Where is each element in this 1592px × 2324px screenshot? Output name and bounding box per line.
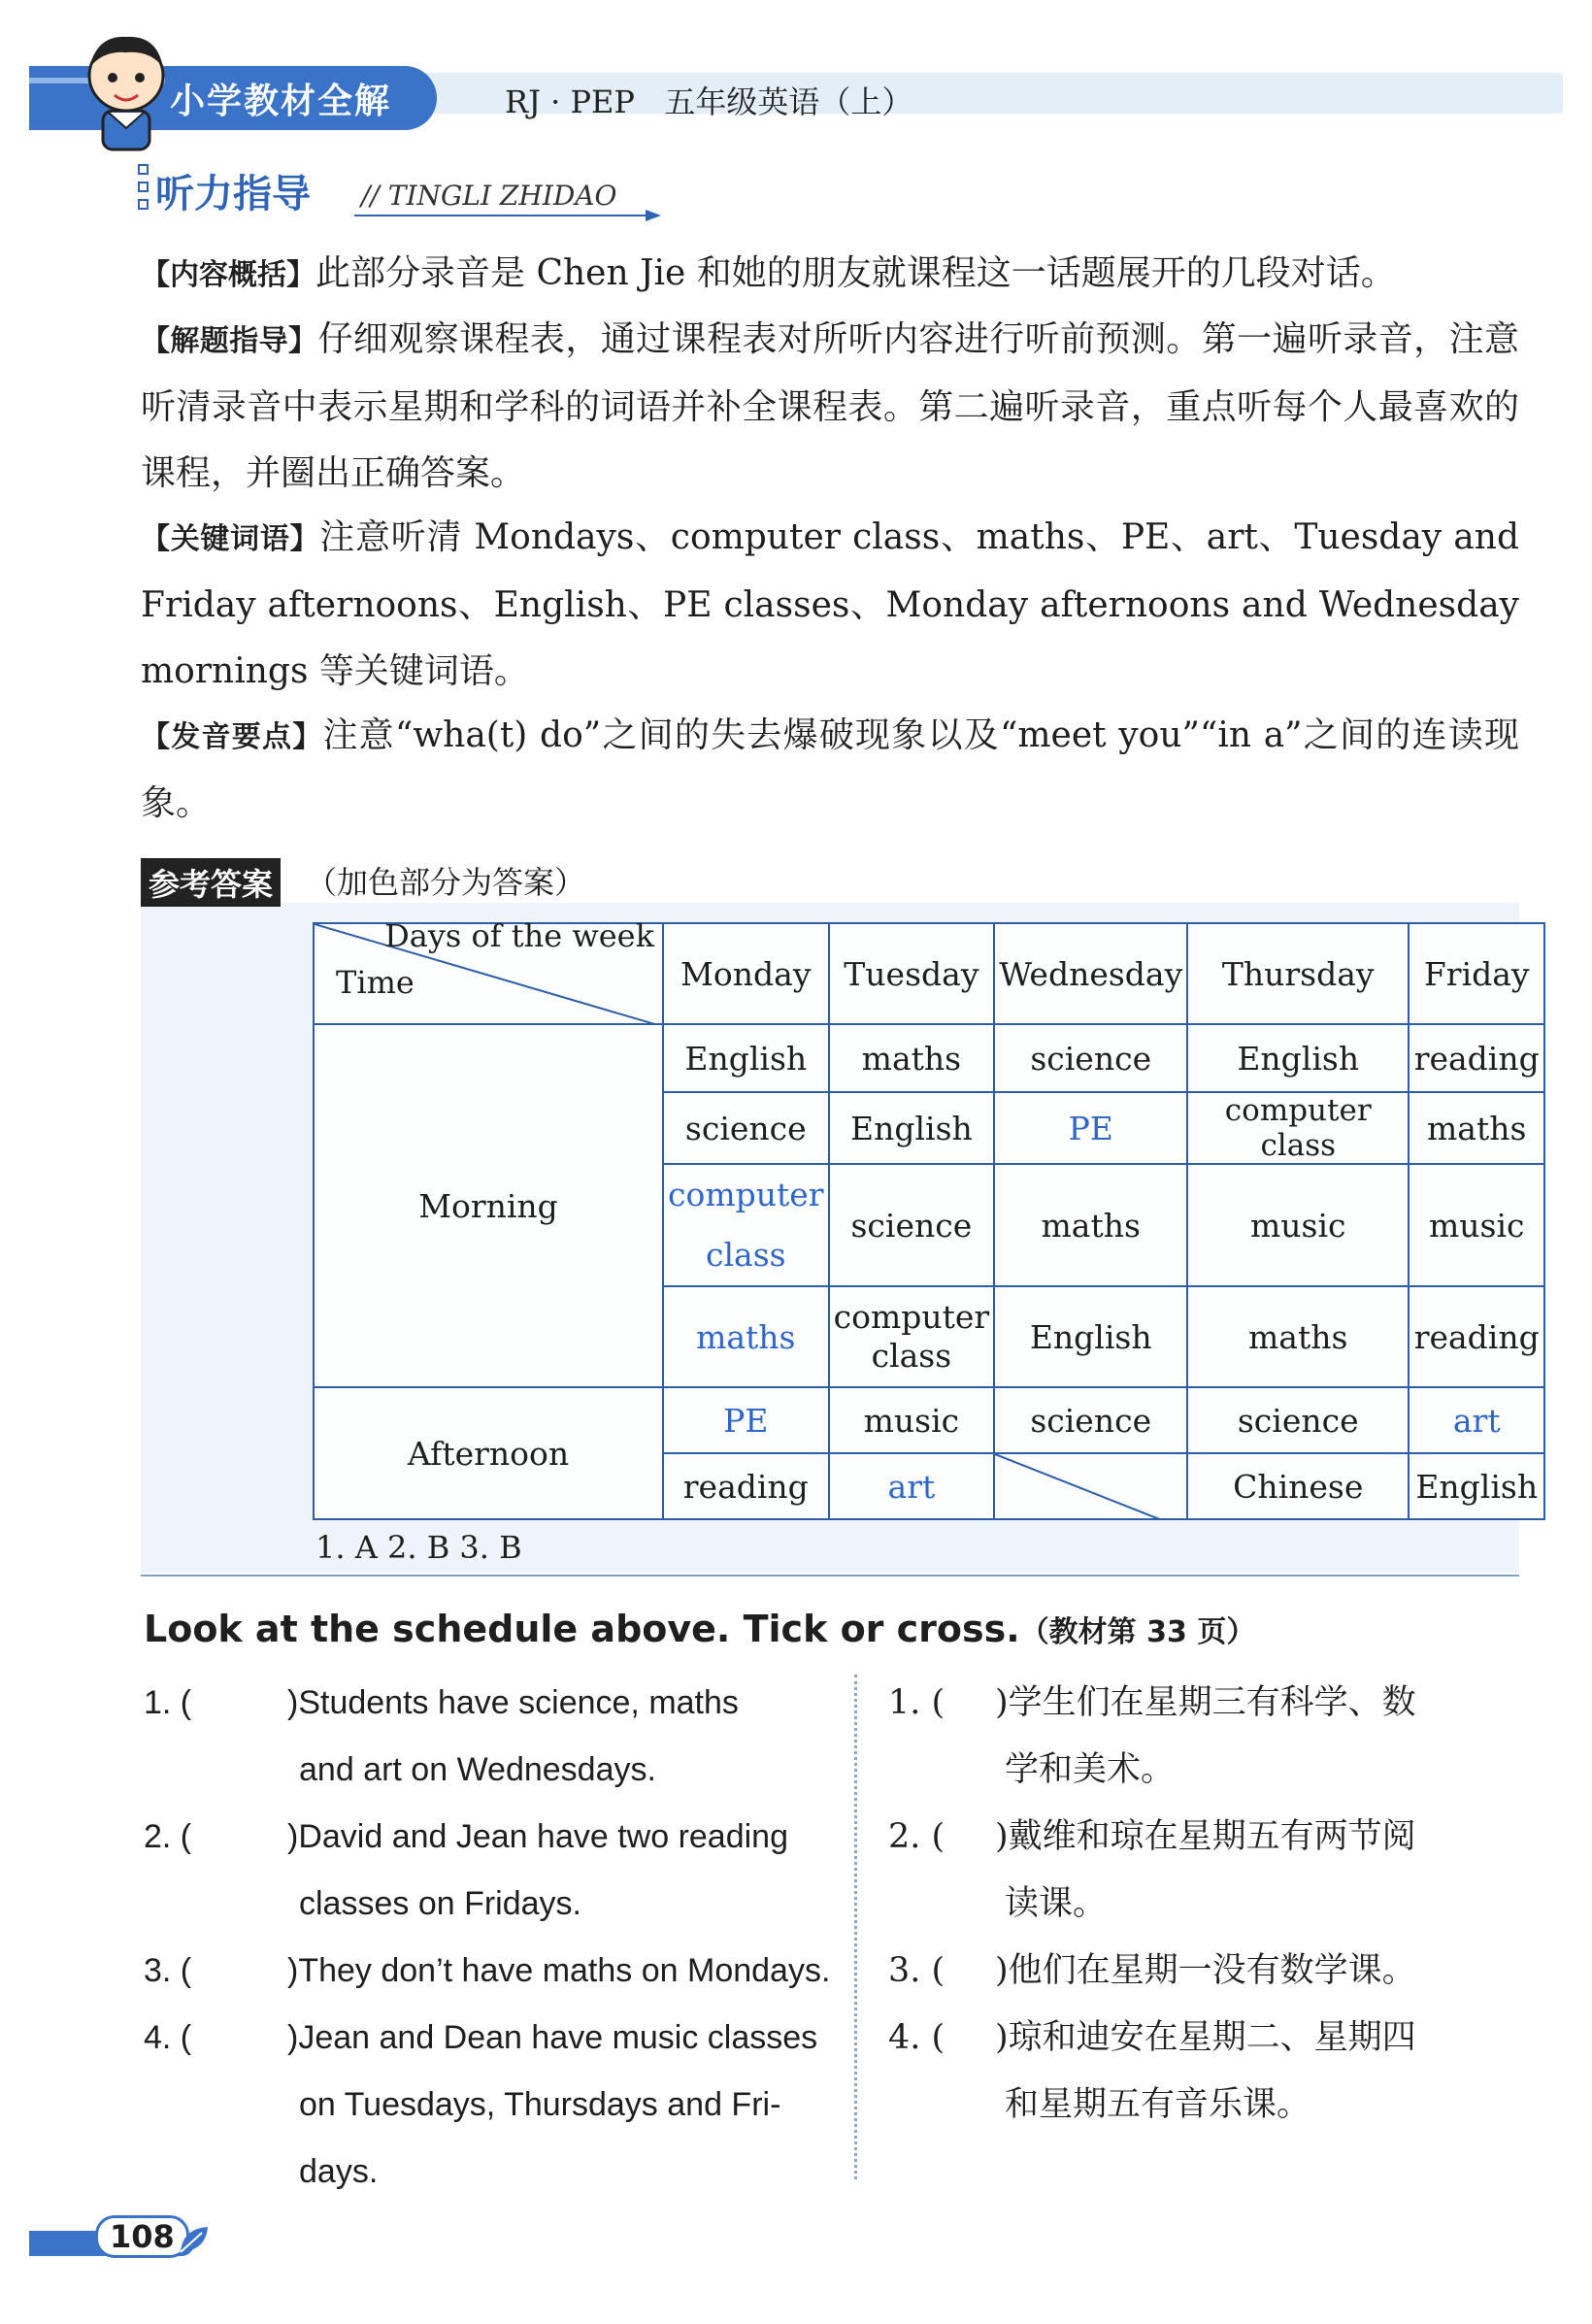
- table-cell-answer: maths: [663, 1286, 829, 1387]
- table-cell-answer: computer class: [663, 1164, 829, 1286]
- paragraph-pronunciation: [141, 703, 1519, 837]
- item-line: on Tuesdays, Thursdays and Fri-: [299, 2086, 781, 2123]
- column-divider: [854, 1675, 857, 2179]
- empty-cell: [994, 1453, 1187, 1519]
- day-header: Wednesday: [994, 923, 1187, 1024]
- table-cell: maths: [1187, 1286, 1409, 1387]
- item-line: )琼和迪安在星期二、星期四: [995, 2018, 1416, 2057]
- table-cell-answer: art: [829, 1453, 995, 1519]
- section-marker-icon: [138, 163, 149, 214]
- table-cell: science: [663, 1092, 829, 1164]
- exercise-item: [888, 2005, 1529, 2139]
- item-line: 学和美术。: [1005, 1750, 1176, 1789]
- table-cell: Chinese: [1187, 1453, 1409, 1519]
- label-keywords: 【关键词语】: [141, 522, 320, 556]
- section-title: 听力指导: [155, 172, 311, 216]
- item-line: )他们在星期一没有数学课。: [995, 1951, 1416, 1990]
- arrow-icon: [354, 206, 665, 225]
- exercise-item: [144, 1938, 843, 2005]
- table-cell: English: [994, 1286, 1187, 1387]
- answer-label: 参考答案: [141, 858, 281, 907]
- item-line: and art on Wednesdays.: [299, 1751, 656, 1788]
- table-cell: English: [829, 1092, 995, 1164]
- item-number[interactable]: 2. (: [144, 1818, 192, 1855]
- corner-top: Days of the week: [384, 917, 654, 954]
- schedule-table: [313, 917, 1545, 1520]
- text-guide: 仔细观察课程表，通过课程表对所听内容进行听前预测。第一遍听录音，注意听清录音中表示星期和学科的词语并补全课程表。第二遍听录音，重点听每个人最喜欢的课程，并圈出正确答案。: [141, 319, 1519, 493]
- exercise-item: [888, 1670, 1529, 1804]
- afternoon-label: Afternoon: [314, 1387, 663, 1519]
- edition: RJ · PEP: [505, 83, 635, 120]
- item-number[interactable]: 2. (: [888, 1817, 945, 1856]
- empty-cell-diagonal: [995, 1454, 1162, 1520]
- table-cell-answer: PE: [994, 1092, 1187, 1164]
- exercise-chinese: [888, 1670, 1529, 2139]
- table-cell: music: [829, 1387, 995, 1453]
- day-header: Monday: [663, 923, 829, 1024]
- item-line: )David and Jean have two reading: [287, 1818, 788, 1855]
- corner-cell: [314, 917, 663, 1024]
- exercise-english: [144, 1670, 843, 2206]
- item-line: 读课。: [1005, 1884, 1108, 1923]
- table-cell: computer class: [829, 1286, 995, 1387]
- answer-note: （加色部分为答案）: [306, 864, 586, 901]
- item-number[interactable]: 1. (: [888, 1683, 945, 1722]
- text-keywords: 注意听清 Mondays、computer class、maths、PE、art、Tuesday and Friday afternoons、English、PE classes、Monday afternoons and Wednesday mornings 等关键词语。: [141, 517, 1519, 691]
- label-summary: 【内容概括】: [141, 258, 315, 292]
- morning-label: Morning: [314, 1024, 663, 1387]
- table-cell-answer: PE: [663, 1387, 829, 1453]
- item-line: classes on Fridays.: [299, 1885, 581, 1922]
- table-cell: English: [663, 1024, 829, 1092]
- item-line: )学生们在星期三有科学、数: [995, 1683, 1416, 1722]
- item-line: 和星期五有音乐课。: [1005, 2085, 1311, 2124]
- book-edition: [505, 78, 912, 122]
- section-pinyin: // TINGLI ZHIDAO: [361, 180, 617, 212]
- exercise-item: [888, 1804, 1529, 1938]
- book-title: 小学教材全解: [170, 82, 392, 121]
- table-cell: English: [1187, 1024, 1409, 1092]
- table-cell: maths: [1409, 1092, 1544, 1164]
- table-cell: music: [1409, 1164, 1544, 1286]
- item-number[interactable]: 4. (: [144, 2019, 192, 2056]
- item-line: )Students have science, maths: [287, 1684, 739, 1721]
- exercise-item: [144, 1804, 843, 1938]
- exercise-item: [888, 1938, 1529, 2005]
- answer-results: 1. A 2. B 3. B: [315, 1529, 522, 1566]
- item-number[interactable]: 3. (: [888, 1951, 945, 1990]
- page-number: 108: [95, 2215, 189, 2258]
- day-header: Tuesday: [829, 923, 995, 1024]
- day-header: Thursday: [1187, 923, 1409, 1024]
- paragraph-keywords: [141, 505, 1519, 705]
- paragraph-summary: [141, 241, 1519, 309]
- exercise-title-text: Look at the schedule above. Tick or cross.: [144, 1608, 1020, 1650]
- table-cell: maths: [994, 1164, 1187, 1286]
- item-line: days.: [299, 2153, 379, 2190]
- item-line: )戴维和琼在星期五有两节阅: [995, 1817, 1416, 1856]
- table-cell: computer class: [1187, 1092, 1409, 1164]
- corner-bottom: Time: [336, 964, 415, 1001]
- leaf-icon: [177, 2223, 212, 2256]
- text-summary: 此部分录音是 Chen Jie 和她的朋友就课程这一话题展开的几段对话。: [315, 253, 1396, 293]
- exercise-ref: （教材第 33 页）: [1019, 1615, 1256, 1649]
- table-cell: reading: [1409, 1286, 1544, 1387]
- item-number[interactable]: 3. (: [144, 1952, 192, 1989]
- paragraph-guide: [141, 307, 1519, 507]
- text-pronunciation: 注意“wha(t) do”之间的失去爆破现象以及“meet you”“in a”之间的连读现象。: [141, 715, 1519, 823]
- day-header: Friday: [1409, 923, 1544, 1024]
- table-cell: science: [829, 1164, 995, 1286]
- item-number[interactable]: 4. (: [888, 2018, 945, 2057]
- table-cell: English: [1409, 1453, 1544, 1519]
- item-line: )Jean and Dean have music classes: [287, 2019, 818, 2056]
- table-cell: science: [1187, 1387, 1409, 1453]
- item-line: )They don’t have maths on Mondays.: [287, 1952, 831, 1989]
- exercise-title: [144, 1608, 1255, 1650]
- table-cell: reading: [1409, 1024, 1544, 1092]
- table-cell: maths: [829, 1024, 995, 1092]
- subject: 五年级英语（上）: [664, 83, 913, 120]
- divider-line: [141, 1575, 1519, 1577]
- exercise-item: [144, 1670, 843, 1804]
- table-cell: reading: [663, 1453, 829, 1519]
- item-number[interactable]: 1. (: [144, 1684, 192, 1721]
- exercise-item: [144, 2005, 843, 2206]
- label-guide: 【解题指导】: [141, 324, 318, 358]
- table-cell-answer: art: [1409, 1387, 1544, 1453]
- label-pronunciation: 【发音要点】: [141, 720, 323, 754]
- table-cell: music: [1187, 1164, 1409, 1286]
- table-cell: science: [994, 1024, 1187, 1092]
- table-cell: science: [994, 1387, 1187, 1453]
